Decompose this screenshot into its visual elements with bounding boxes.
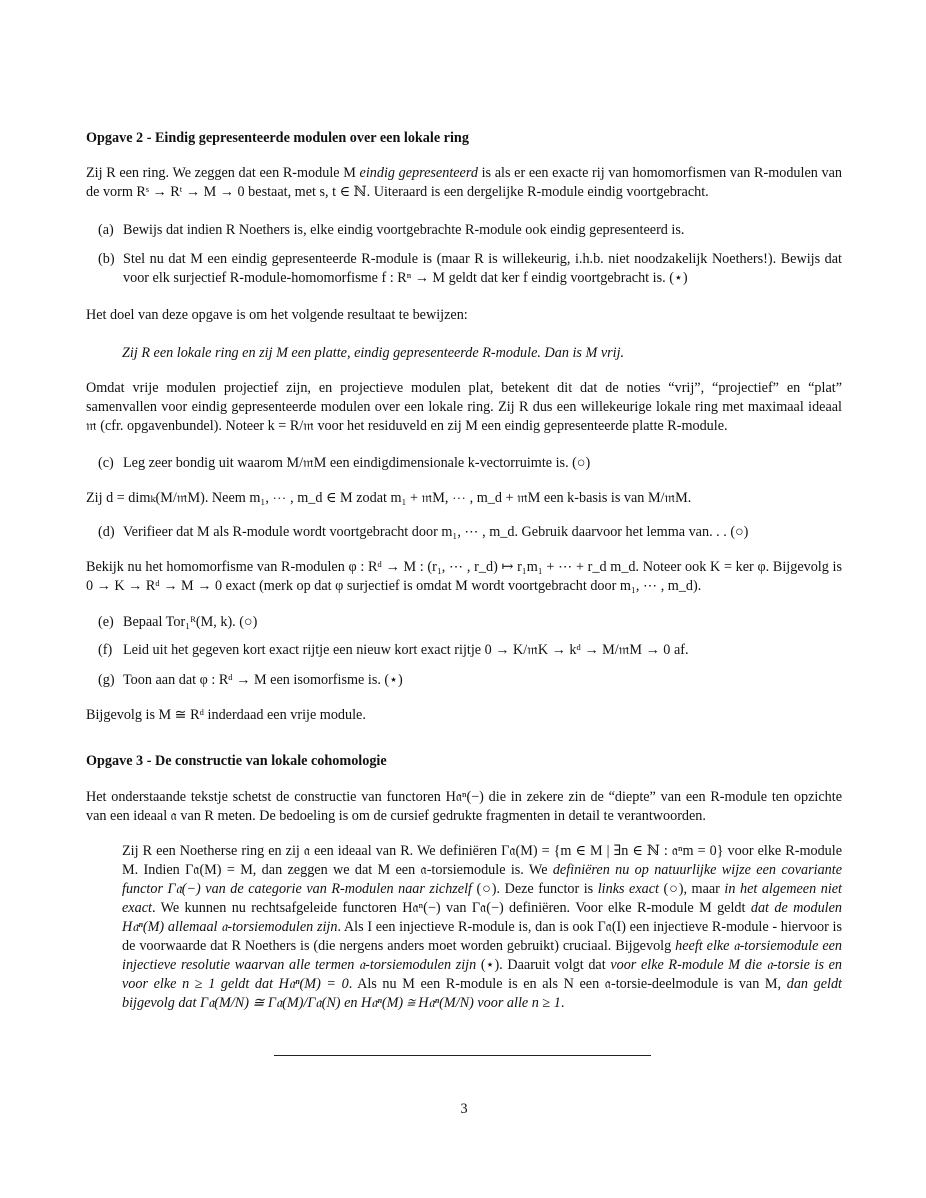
sketch-text: Zij R een Noetherse ring en zij 𝔞 een ideaal van R. We definiëren Γ𝔞(M) = {m ∈ M | ∃n ∈ ℕ : 𝔞ⁿm = 0} voor elke R-module M. Indien Γ𝔞(M) = M, dan zeggen we dat M een 𝔞-torsiemodule is. We	[122, 843, 842, 878]
sketch-text: . Als nu M een R-module is en als N een 𝔞-torsie-deelmodule is van M,	[348, 976, 787, 992]
sketch-text: . We kunnen nu rechtsafgeleide functoren H𝔞ⁿ(−) van Γ𝔞(−) definiëren. Voor elke R-module M geldt	[151, 900, 751, 916]
sketch-text: (○). Deze functor is	[472, 881, 598, 897]
page-number: 3	[460, 1101, 468, 1117]
sketch-text: (⋆). Daaruit volgt dat	[476, 957, 611, 973]
intro-text-b: is als er een exacte rij van homomorfismen van R-modulen van de vorm Rˢ → Rᵗ → M → 0 bestaat, met s, t ∈ ℕ. Uiteraard is een dergelijke R-module eindig voortgebracht.	[86, 165, 843, 200]
section-3-heading: Opgave 3 - De constructie van lokale cohomologie	[86, 753, 387, 769]
theorem-statement: Zij R een lokale ring en zij M een platte, eindig gepresenteerde R-module. Dan is M vrij.	[122, 345, 625, 361]
sketch-emphasis: in het algemeen niet exact	[122, 881, 842, 916]
sketch-emphasis: dat de modulen H𝔞ⁿ(M) allemaal 𝔞-torsiemodulen zijn	[122, 900, 842, 935]
intro-emphasis: eindig gepresenteerd	[359, 165, 478, 181]
item-text: Toon aan dat φ : Rᵈ → M een isomorfisme is. (⋆)	[123, 672, 403, 688]
sketch-emphasis: heeft elke 𝔞-torsiemodule een injectieve resolutie waarvan alle termen 𝔞-torsiemodulen zijn	[122, 938, 843, 973]
sketch-text: .	[560, 995, 565, 1011]
item-text: Verifieer dat M als R-module wordt voortgebracht door m₁, ⋯ , m_d. Gebruik daarvoor het lemma van. . . (○)	[123, 524, 749, 540]
item-label: (e)	[98, 614, 114, 630]
sketch-emphasis: dan geldt bijgevolg dat Γ𝔞(M/N) ≅ Γ𝔞(M)/Γ𝔞(N) en H𝔞ⁿ(M) ≅ H𝔞ⁿ(M/N) voor alle n ≥ 1	[122, 976, 842, 1011]
section-2-intro	[86, 164, 842, 202]
item-text: Stel nu dat M een eindig gepresenteerde R-module is (maar R is willekeurig, i.h.b. niet noodzakelijk Noethers!). Bewijs dat voor elk surjectief R-module-homomorfisme f : Rⁿ → M geldt dat ker f eindig voortgebracht is. (⋆)	[123, 251, 842, 286]
item-label: (c)	[98, 455, 114, 471]
section-2-paragraph-2: Omdat vrije modulen projectief zijn, en projectieve modulen plat, betekent dit dat de noties “vrij”, “projectief” en “plat” samenvallen voor eindig gepresenteerde modulen over een lokale ring. Zij R dus een willekeurige lokale ring met maximaal ideaal 𝔪 (cfr. opgavenbundel). Noteer k = R/𝔪 voor het residuveld en zij M een eindig gepresenteerde platte R-module.	[86, 380, 842, 434]
item-label: (f)	[98, 642, 113, 658]
section-2-heading: Opgave 2 - Eindig gepresenteerde modulen over een lokale ring	[86, 130, 469, 146]
item-label: (b)	[98, 251, 115, 267]
goal-line: Het doel van deze opgave is om het volgende resultaat te bewijzen:	[86, 307, 468, 323]
sketch-text: (○), maar	[658, 881, 725, 897]
footer-divider	[274, 1055, 651, 1056]
section-2-conclusion: Bijgevolg is M ≅ Rᵈ inderdaad een vrije module.	[86, 707, 366, 723]
item-text: Leid uit het gegeven kort exact rijtje een nieuw kort exact rijtje 0 → K/𝔪K → kᵈ → M/𝔪M → 0 af.	[123, 642, 689, 658]
item-text: Bewijs dat indien R Noethers is, elke eindig voortgebrachte R-module ook eindig gepresenteerd is.	[123, 222, 685, 238]
section-2-paragraph-4: Bekijk nu het homomorfisme van R-modulen φ : Rᵈ → M : (r₁, ⋯ , r_d) ↦ r₁m₁ + ⋯ + r_d m_d. Noteer ook K = ker φ. Bijgevolg is 0 → K → Rᵈ → M → 0 exact (merk op dat φ surjectief is omdat M wordt voortgebracht door m₁, ⋯ , m_d).	[86, 559, 842, 594]
sketch-emphasis: definiëren nu op natuurlijke wijze een covariante functor Γ𝔞(−) van de categorie van R-modulen naar zichzelf	[122, 862, 842, 897]
sketch-emphasis: voor elke R-module M die 𝔞-torsie is en voor elke n ≥ 1 geldt dat H𝔞ⁿ(M) = 0	[122, 957, 842, 992]
sketch-text: . Als I een injectieve R-module is, dan is ook Γ𝔞(I) een injectieve R-module - hiervoor is de voorwaarde dat R Noethers is (die nergens anders moet worden gebruikt) cruciaal. Bijgevolg	[122, 919, 842, 954]
item-label: (g)	[98, 672, 115, 688]
section-2-paragraph-3: Zij d = dimₖ(M/𝔪M). Neem m₁, ⋯ , m_d ∈ M zodat m₁ + 𝔪M, ⋯ , m_d + 𝔪M een k-basis is van M/𝔪M.	[86, 490, 692, 506]
intro-text-a: Zij R een ring. We zeggen dat een R-module M	[86, 165, 360, 181]
item-text: Leg zeer bondig uit waarom M/𝔪M een eindigdimensionale k-vectorruimte is. (○)	[123, 455, 591, 471]
cohomology-sketch	[122, 842, 842, 1013]
sketch-emphasis: links exact	[597, 881, 659, 897]
item-label: (a)	[98, 222, 114, 238]
item-label: (d)	[98, 524, 115, 540]
item-text: Bepaal Tor₁ᴿ(M, k). (○)	[123, 614, 258, 630]
section-3-intro: Het onderstaande tekstje schetst de constructie van functoren H𝔞ⁿ(−) die in zekere zin de “diepte” van een R-module ten opzichte van een ideaal 𝔞 van R meten. De bedoeling is om de cursief gedrukte fragmenten in detail te verantwoorden.	[86, 789, 842, 824]
